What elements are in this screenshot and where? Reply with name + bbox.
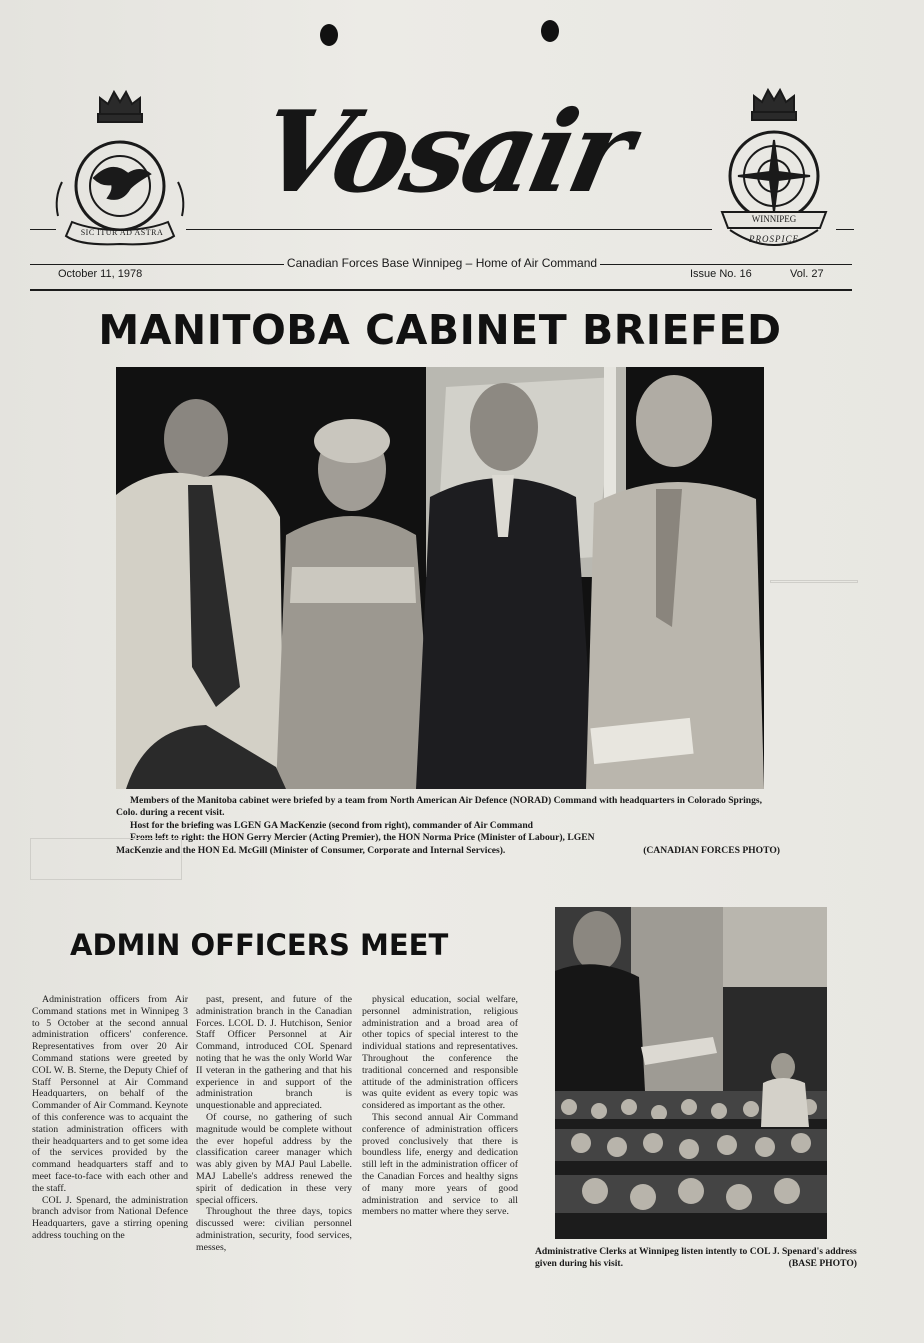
article-paragraph: past, present, and future of the administration branch in the Canadian Forces. LCOL D. J. Hutchison, Senior Staff Officer Personnel at Air Command, introduced COL Spenard noting that he was the only World War II veteran in the gathering and that his experience in and support of the administration branch is unquestionable and appreciated. — [196, 994, 352, 1112]
issue-date: October 11, 1978 — [58, 268, 143, 280]
main-headline: MANITOBA CABINET BRIEFED — [98, 306, 782, 354]
tagline-rule — [30, 264, 284, 265]
caption-line: Host for the briefing was LGEN GA MacKenzie (second from right), commander of Air Command — [130, 819, 533, 831]
admin-photo-caption — [535, 1246, 857, 1269]
header-bottom-rule — [30, 289, 852, 291]
right-crest-name: WINNIPEG — [751, 214, 797, 224]
article-paragraph: Administration officers from Air Command stations met in Winnipeg 3 to 5 October at the second annual administration officers' conference. Representatives from over 20 Air Command stations were greeted by COL W. B. Sterne, the Deputy Chief of Staff Personnel at Air Command Headquarters, on behalf of the Commander of Air Command. Keynote of this conference was to acquaint the station administration officers with their headquarters and to get some idea of the services provided by the command headquarters staff and to meet face-to-face with each other and the staff. — [32, 994, 188, 1194]
caption-text: Administrative Clerks at Winnipeg listen intently to COL J. Spenard's address given during his visit. — [535, 1246, 857, 1269]
cabinet-briefing-photo — [116, 367, 764, 789]
issue-number: Issue No. 16 — [690, 268, 752, 280]
article-column-3 — [362, 994, 518, 1218]
tagline-rule — [600, 264, 852, 265]
right-crest-motto: PROSPICE — [749, 234, 799, 244]
admin-clerks-photo — [555, 907, 827, 1239]
tagline: Canadian Forces Base Winnipeg – Home of Air Command — [286, 256, 598, 270]
masthead-rule — [30, 229, 56, 230]
article-column-2 — [196, 994, 352, 1254]
punch-hole — [320, 24, 338, 46]
photo-credit: (CANADIAN FORCES PHOTO) — [643, 844, 780, 856]
punch-hole — [541, 20, 559, 42]
article-column-1 — [32, 994, 188, 1242]
volume-number: Vol. 27 — [790, 268, 824, 280]
left-crest-motto: SIC ITUR AD ASTRA — [80, 228, 164, 237]
masthead-title: Vosair — [248, 87, 641, 218]
masthead-rule — [186, 229, 712, 230]
caption-line: From left to right: the HON Gerry Mercier (Acting Premier), the HON Norma Price (Minister of Labour), LGEN MacKenzie and the HON Ed. McGill (Minister of Consumer, Corporate and Internal Services). — [116, 832, 595, 856]
photo-credit: (BASE PHOTO) — [788, 1257, 857, 1269]
secondary-headline: ADMIN OFFICERS MEET — [70, 928, 449, 962]
cfb-winnipeg-crest-icon — [712, 84, 836, 254]
article-paragraph: Throughout the three days, topics discussed were: civilian personnel administration, security, food services, messes, — [196, 1206, 352, 1253]
faint-bleed-through — [30, 838, 182, 880]
faint-bleed-through — [770, 580, 858, 583]
caption-line: Members of the Manitoba cabinet were briefed by a team from North American Air Defence (NORAD) Command with headquarters in Colorado Springs, Colo. during a recent visit. — [116, 795, 763, 819]
article-paragraph: This second annual Air Command conference of administration officers proved conclusively that there is boundless life, energy and dedication still left in the administration officer of the Canadian Forces and healthy signs of many more years of good administration and service to all members no matter where they serve. — [362, 1111, 518, 1218]
article-paragraph: Of course, no gathering of such magnitude would be complete without the ever hopeful address by the classification career manager which was ably given by MAJ Paul Labelle. MAJ Labelle's address renewed the spirit of dedication in these very special officers. — [196, 1111, 352, 1206]
main-photo-caption — [116, 795, 780, 857]
masthead-rule — [836, 229, 854, 230]
article-paragraph: COL J. Spenard, the administration branch advisor from National Defence Headquarters, gave a stirring opening address touching on the — [32, 1194, 188, 1241]
article-paragraph: physical education, social welfare, personnel administration, religious administration and a broad area of other topics of special interest to the individual stations and representatives. Throughout the conference the traditional concerned and responsible attitude of the administration officers was quite evident as every topic was considered as important as the other. — [362, 994, 518, 1112]
